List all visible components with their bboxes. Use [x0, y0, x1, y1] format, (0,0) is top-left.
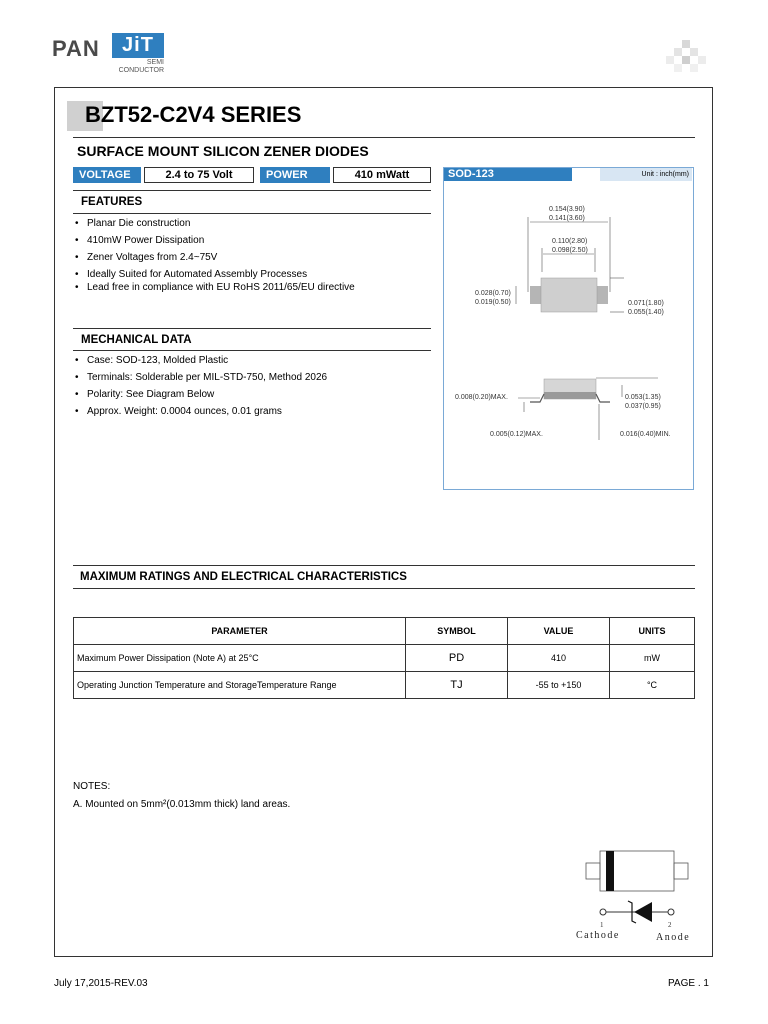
list-item: • Approx. Weight: 0.0004 ounces, 0.01 grams	[75, 406, 435, 417]
dim-body-max: 0.110(2.80)	[552, 238, 588, 245]
col-header: PARAMETER	[74, 618, 406, 645]
cell-units: mW	[610, 645, 695, 672]
cell-value: -55 to +150	[508, 672, 610, 699]
features-heading: FEATURES	[81, 196, 143, 208]
cell-symbol: PD	[406, 645, 508, 672]
features-list	[75, 218, 435, 293]
notes	[73, 778, 290, 814]
cell-symbol: TJ	[406, 672, 508, 699]
dim-lead-thick: 0.005(0.12)MAX.	[490, 431, 543, 438]
dim-lead-max: 0.028(0.70)	[475, 290, 511, 297]
mechanical-heading: MECHANICAL DATA	[81, 334, 192, 346]
diode-diagram	[570, 845, 700, 945]
power-value: 410 mWatt	[333, 167, 431, 183]
dim-height-min: 0.037(0.95)	[625, 403, 661, 410]
ratings-table	[73, 617, 695, 699]
cell-units: °C	[610, 672, 695, 699]
list-item: • Case: SOD-123, Molded Plastic	[75, 355, 435, 366]
table-header-row	[74, 618, 695, 645]
cell-value: 410	[508, 645, 610, 672]
divider	[73, 565, 695, 566]
dim-overall-min: 0.141(3.60)	[549, 215, 585, 222]
dim-lead-len: 0.016(0.40)MIN.	[620, 431, 671, 438]
dim-height-max: 0.053(1.35)	[625, 394, 661, 401]
power-label: POWER	[260, 167, 330, 183]
voltage-label: VOLTAGE	[73, 167, 141, 183]
col-header: SYMBOL	[406, 618, 508, 645]
mechanical-list	[75, 355, 435, 417]
table-row	[74, 645, 695, 672]
divider	[73, 213, 431, 214]
table-row	[74, 672, 695, 699]
footer-date: July 17,2015-REV.03	[54, 978, 148, 989]
package-unit: Unit : inch(mm)	[600, 168, 692, 181]
logo-sub-2: CONDUCTOR	[118, 67, 164, 74]
pin-2-label: 2	[668, 921, 672, 929]
list-item: • 410mW Power Dissipation	[75, 235, 435, 246]
pin-1-label: 1	[600, 921, 604, 929]
dim-overall-max: 0.154(3.90)	[549, 206, 585, 213]
dim-standoff: 0.008(0.20)MAX.	[455, 394, 508, 401]
anode-label: Anode	[656, 932, 691, 943]
ratings-heading: MAXIMUM RATINGS AND ELECTRICAL CHARACTERISTICS	[80, 571, 407, 583]
page-title: BZT52-C2V4 SERIES	[85, 102, 302, 127]
divider	[73, 137, 695, 138]
list-item: • Lead free in compliance with EU RoHS 2011/65/EU directive	[75, 282, 435, 293]
logo-pan: PAN	[52, 36, 100, 61]
list-item: • Zener Voltages from 2.4~75V	[75, 252, 435, 263]
cell-parameter: Operating Junction Temperature and StorageTemperature Range	[74, 672, 406, 699]
dim-width-min: 0.055(1.40)	[628, 309, 664, 316]
logo-sub-1: SEMI	[146, 59, 164, 66]
voltage-value: 2.4 to 75 Volt	[144, 167, 254, 183]
cathode-label: Cathode	[576, 930, 620, 941]
logo-jit: JiT	[112, 33, 164, 58]
notes-heading: NOTES:	[73, 781, 111, 792]
divider	[73, 328, 431, 329]
list-item: • Ideally Suited for Automated Assembly Processes	[75, 269, 435, 280]
col-header: VALUE	[508, 618, 610, 645]
package-diagram	[444, 182, 693, 487]
subtitle: SURFACE MOUNT SILICON ZENER DIODES	[77, 143, 369, 159]
list-item: • Planar Die construction	[75, 218, 435, 229]
divider	[73, 190, 431, 191]
divider	[73, 350, 431, 351]
col-header: UNITS	[610, 618, 695, 645]
list-item: • Polarity: See Diagram Below	[75, 389, 435, 400]
cell-parameter: Maximum Power Dissipation (Note A) at 25°C	[74, 645, 406, 672]
dim-width-max: 0.071(1.80)	[628, 300, 664, 307]
divider	[73, 588, 695, 589]
logo-subtitle	[118, 59, 164, 75]
dim-body-min: 0.098(2.50)	[552, 247, 588, 254]
pixel-decoration-icon	[652, 38, 712, 78]
package-name: SOD-123	[444, 168, 572, 181]
footer-page: PAGE . 1	[668, 978, 709, 989]
list-item: • Terminals: Solderable per MIL-STD-750, Method 2026	[75, 372, 435, 383]
dim-lead-min: 0.019(0.50)	[475, 299, 511, 306]
note-item: A. Mounted on 5mm²(0.013mm thick) land areas.	[73, 799, 291, 810]
